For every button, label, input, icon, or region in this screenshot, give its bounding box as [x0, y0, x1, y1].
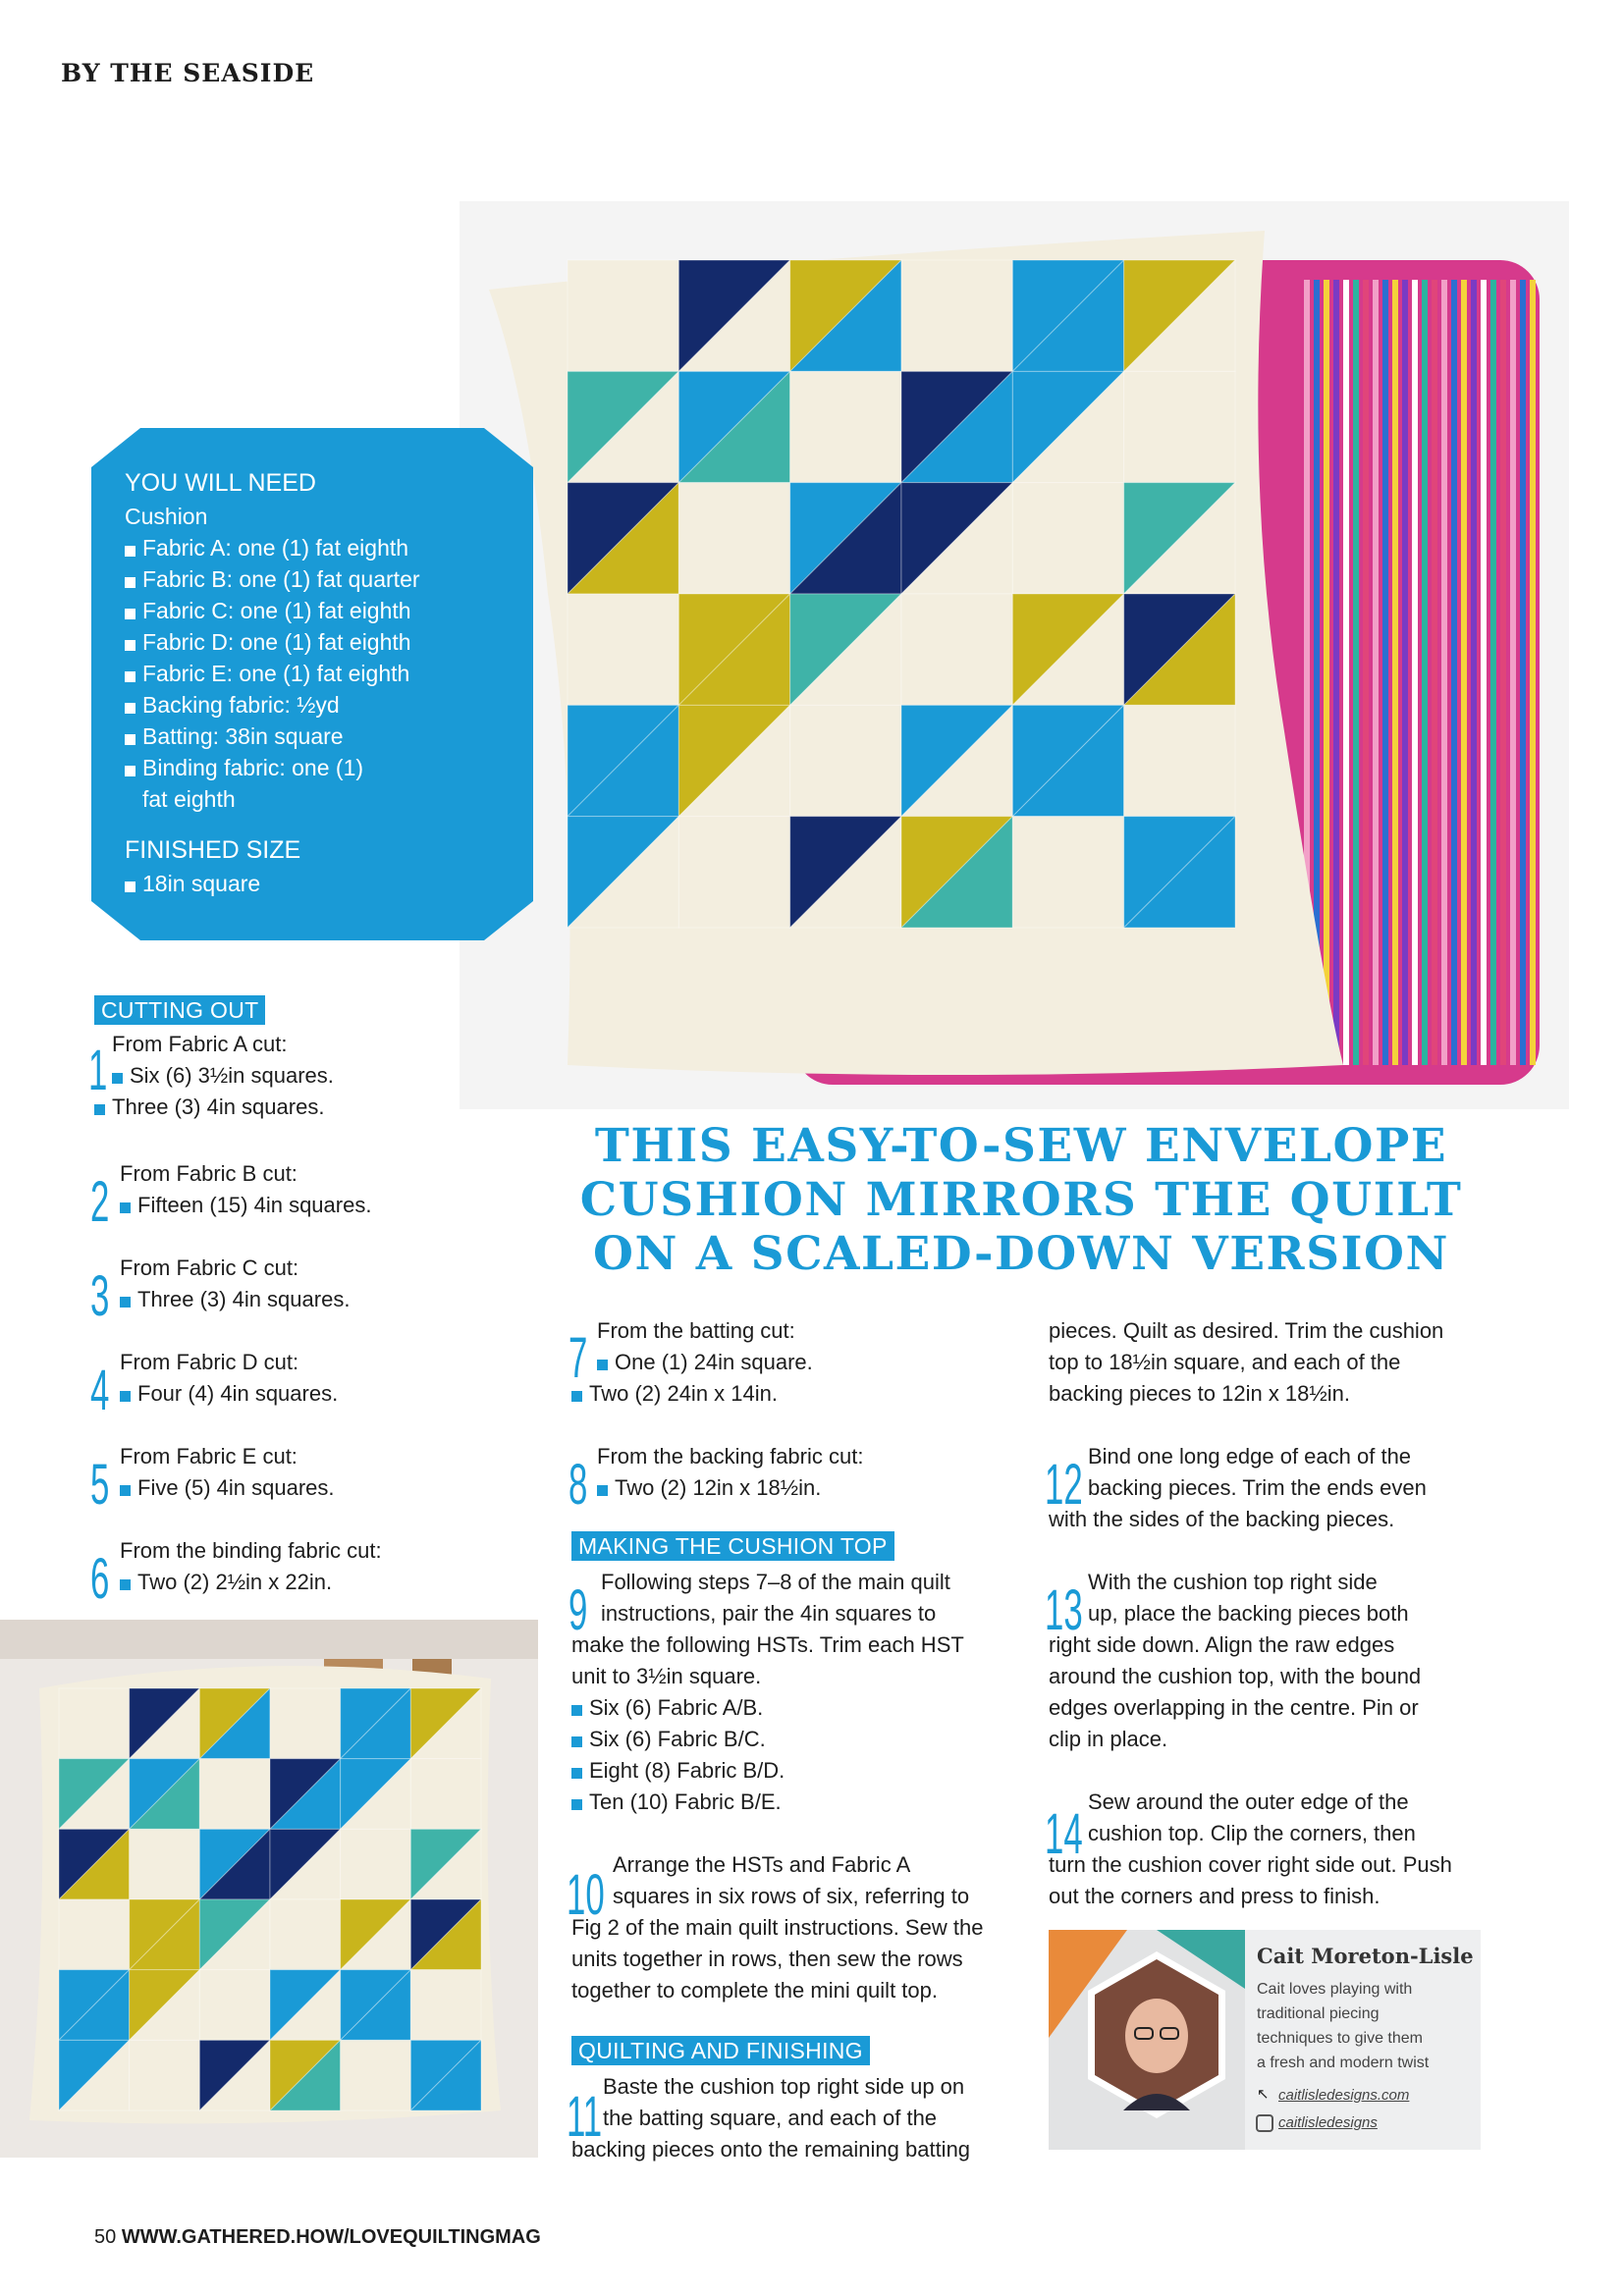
step-text: From Fabric E cut:	[120, 1444, 298, 1468]
instagram-icon	[1256, 2114, 1273, 2132]
step-text: From Fabric D cut:	[120, 1350, 299, 1374]
step-number: 4	[90, 1359, 110, 1422]
cushion-photo-main	[460, 201, 1569, 1109]
author-bio: Cait loves playing with traditional piecing techniques to give them a fresh and modern twist	[1257, 1981, 1430, 2071]
step-text: squares in six rows of six, referring to	[613, 1884, 970, 1908]
author-website-link[interactable]: caitlisledesigns.com	[1278, 2087, 1410, 2104]
step-text: make the following HSTs. Trim each HST	[571, 1632, 964, 1657]
step-text: the batting square, and each of the	[603, 2106, 938, 2130]
step-text: Six (6) 3½in squares.	[112, 1060, 334, 1091]
author-instagram-link[interactable]: caitlisledesigns	[1278, 2114, 1378, 2131]
step-text: One (1) 24in square.	[597, 1347, 813, 1377]
list-item: Fabric C: one (1) fat eighth	[125, 595, 517, 626]
step-number: 14	[1045, 1802, 1083, 1866]
cushion-illustration-side	[0, 1620, 538, 2158]
step-number: 2	[90, 1170, 110, 1234]
step-text: Arrange the HSTs and Fabric A	[613, 1852, 911, 1877]
author-box	[1049, 1930, 1481, 2150]
step-number: 8	[568, 1453, 588, 1517]
step-number: 9	[568, 1578, 588, 1642]
step-text: From Fabric B cut:	[120, 1161, 298, 1186]
step-number: 13	[1045, 1578, 1083, 1642]
step-text: edges overlapping in the centre. Pin or	[1049, 1695, 1419, 1720]
step-text: instructions, pair the 4in squares to	[601, 1601, 937, 1626]
step-text: units together in rows, then sew the rows	[571, 1947, 963, 1971]
list-item: 18in square	[125, 868, 517, 899]
step-text: From Fabric C cut:	[120, 1255, 299, 1280]
step-text: Two (2) 12in x 18½in.	[597, 1472, 821, 1503]
you-will-need-box	[91, 428, 533, 940]
step-number: 7	[568, 1326, 588, 1390]
step-text: with the sides of the backing pieces.	[1049, 1507, 1395, 1531]
step-number: 3	[90, 1264, 110, 1328]
page-footer	[94, 2226, 541, 2249]
step-number: 12	[1045, 1453, 1083, 1517]
you-will-need-heading: YOU WILL NEED	[125, 469, 316, 497]
step-number: 6	[90, 1547, 110, 1611]
step-text: With the cushion top right side	[1088, 1570, 1378, 1594]
cushion-illustration-main	[460, 201, 1569, 1109]
list-item: Backing fabric: ½yd	[125, 689, 517, 721]
step-text: clip in place.	[1049, 1727, 1168, 1751]
step-text: Two (2) 2½in x 22in.	[120, 1567, 332, 1597]
step-text: Bind one long edge of each of the	[1088, 1444, 1412, 1468]
step-text: From Fabric A cut:	[112, 1032, 288, 1056]
pull-quote-headline	[550, 1119, 1492, 1281]
paragraph-continued: pieces. Quilt as desired. Trim the cushion	[1049, 1318, 1444, 1343]
step-text: Four (4) 4in squares.	[120, 1378, 338, 1409]
paragraph-continued: top to 18½in square, and each of the	[1049, 1350, 1401, 1374]
finished-size-heading: FINISHED SIZE	[125, 836, 301, 864]
step-text: Baste the cushion top right side up on	[603, 2074, 965, 2099]
step-text: backing pieces. Trim the ends even	[1088, 1475, 1427, 1500]
step-text: From the binding fabric cut:	[120, 1538, 382, 1563]
step-number: 5	[90, 1453, 110, 1517]
section-title: BY THE SEASIDE	[61, 59, 315, 87]
step-text: Five (5) 4in squares.	[120, 1472, 335, 1503]
list-item: Fabric D: one (1) fat eighth	[125, 626, 517, 658]
headline-line: THIS EASY-TO-SEW ENVELOPE	[594, 1119, 1448, 1173]
step-text: From the backing fabric cut:	[597, 1444, 864, 1468]
step-text: Fig 2 of the main quilt instructions. Sew the	[571, 1915, 984, 1940]
making-cushion-top-label: MAKING THE CUSHION TOP	[571, 1531, 894, 1561]
step-text: turn the cushion cover right side out. Push	[1049, 1852, 1452, 1877]
author-photo-frame	[1049, 1930, 1245, 2150]
quilting-finishing-label: QUILTING AND FINISHING	[571, 2036, 870, 2065]
list-item: Binding fabric: one (1)	[125, 752, 517, 783]
page-number: 50	[94, 2226, 117, 2248]
step-text: Sew around the outer edge of the	[1088, 1789, 1409, 1814]
magazine-url: WWW.GATHERED.HOW/LOVEQUILTINGMAG	[121, 2226, 541, 2248]
cushion-subheading: Cushion	[125, 504, 208, 529]
step-text: Fifteen (15) 4in squares.	[120, 1190, 371, 1220]
author-name: Cait Moreton-Lisle	[1257, 1944, 1474, 1968]
step-text: unit to 3½in square.	[571, 1664, 762, 1688]
headline-line: ON A SCALED-DOWN VERSION	[593, 1227, 1449, 1281]
step-text: Three (3) 4in squares.	[120, 1284, 350, 1314]
step-text: Following steps 7–8 of the main quilt	[601, 1570, 950, 1594]
cushion-photo-side	[0, 1620, 538, 2158]
step-text: From the batting cut:	[597, 1318, 795, 1343]
step-text: around the cushion top, with the bound	[1049, 1664, 1422, 1688]
list-item: Fabric A: one (1) fat eighth	[125, 532, 517, 563]
step-number: 1	[88, 1039, 108, 1102]
step-text: up, place the backing pieces both	[1088, 1601, 1409, 1626]
step-text: right side down. Align the raw edges	[1049, 1632, 1395, 1657]
list-item-continued: fat eighth	[142, 786, 236, 812]
step-text: together to complete the mini quilt top.	[571, 1978, 938, 2002]
headline-line: CUSHION MIRRORS THE QUILT	[579, 1173, 1463, 1227]
step-text: backing pieces onto the remaining batting	[571, 2137, 971, 2162]
step-number: 10	[567, 1863, 605, 1927]
step-text: Two (2) 24in x 14in.	[571, 1378, 778, 1409]
list-item: Fabric E: one (1) fat eighth	[125, 658, 517, 689]
list-item: Fabric B: one (1) fat quarter	[125, 563, 517, 595]
step-text: cushion top. Clip the corners, then	[1088, 1821, 1416, 1845]
step-number: 11	[567, 2085, 603, 2149]
list-item: Six (6) Fabric B/C.	[571, 1724, 766, 1755]
list-item: Six (6) Fabric A/B.	[571, 1692, 763, 1724]
step-text: out the corners and press to finish.	[1049, 1884, 1380, 1908]
list-item: Batting: 38in square	[125, 721, 517, 752]
list-item: Eight (8) Fabric B/D.	[571, 1755, 785, 1787]
cutting-out-label: CUTTING OUT	[94, 995, 265, 1025]
cursor-icon: ↖	[1257, 2086, 1270, 2103]
list-item: Ten (10) Fabric B/E.	[571, 1787, 782, 1818]
paragraph-continued: backing pieces to 12in x 18½in.	[1049, 1381, 1350, 1406]
step-text: Three (3) 4in squares.	[94, 1092, 324, 1122]
